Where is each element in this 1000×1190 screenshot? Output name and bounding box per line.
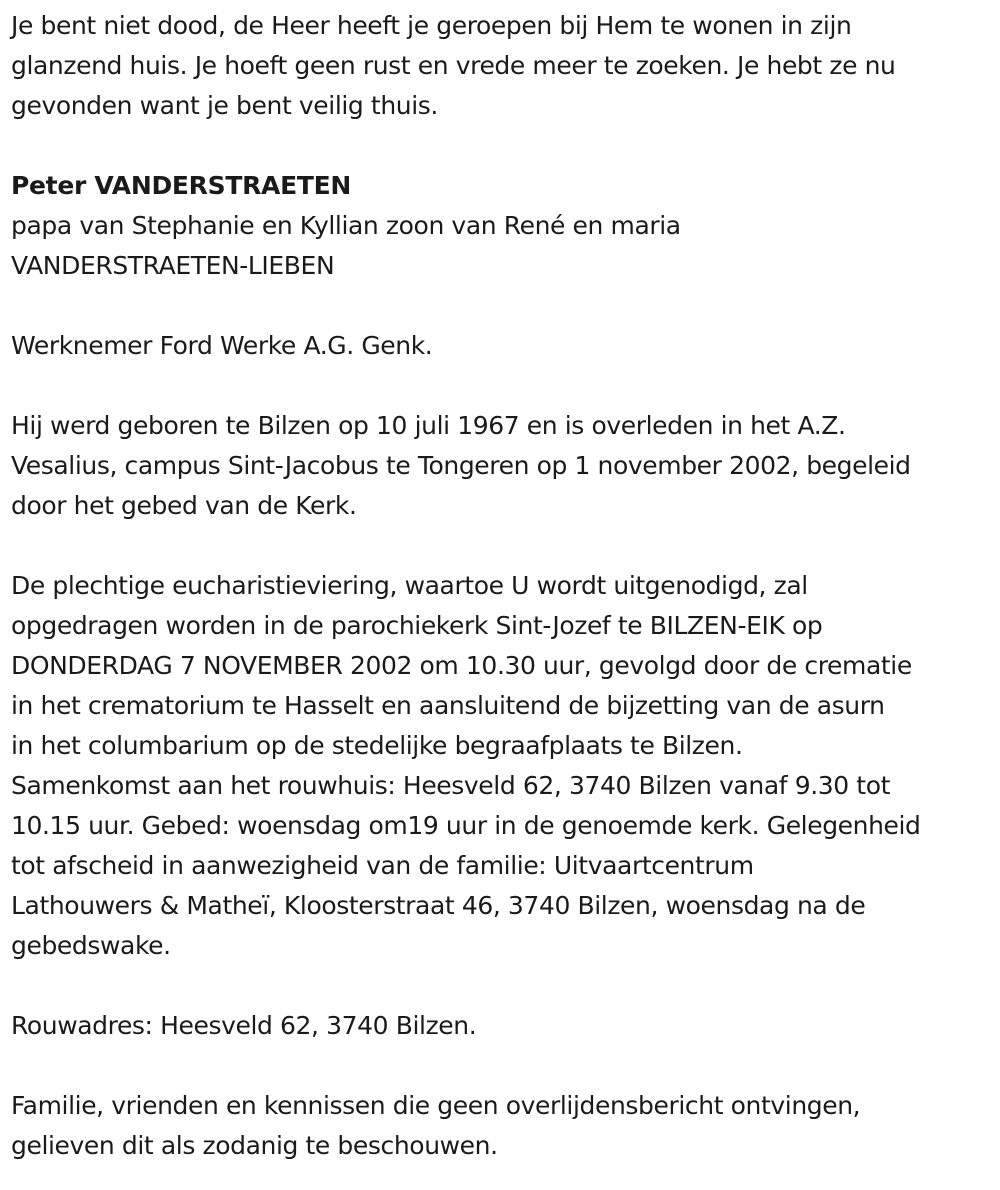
ceremony-line: DONDERDAG 7 NOVEMBER 2002 om 10.30 uur, gevolgd door de crematie	[11, 651, 912, 680]
ceremony-line: 10.15 uur. Gebed: woensdag om19 uur in de genoemde kerk. Gelegenheid	[11, 811, 921, 840]
spacer	[11, 966, 996, 1006]
spacer	[11, 1046, 996, 1086]
intro-poem	[11, 6, 996, 126]
ceremony-line: in het crematorium te Hasselt en aansluitend de bijzetting van de asurn	[11, 691, 885, 720]
ceremony-line: tot afscheid in aanwezigheid van de familie: Uitvaartcentrum	[11, 851, 754, 880]
spacer	[11, 286, 996, 326]
spacer	[11, 126, 996, 166]
family-relations	[11, 206, 996, 286]
mourning-address	[11, 1006, 996, 1046]
employment-line: Werknemer Ford Werke A.G. Genk.	[11, 331, 433, 360]
birth-death-line: Hij werd geboren te Bilzen op 10 juli 1967 en is overleden in het A.Z.	[11, 411, 846, 440]
intro-line: Je bent niet dood, de Heer heeft je geroepen bij Hem te wonen in zijn	[11, 11, 852, 40]
notice-line: gelieven dit als zodanig te beschouwen.	[11, 1131, 498, 1160]
ceremony-line: Lathouwers & Matheï, Kloosterstraat 46, 3740 Bilzen, woensdag na de	[11, 891, 866, 920]
ceremony-line: opgedragen worden in de parochiekerk Sint-Jozef te BILZEN-EIK op	[11, 611, 823, 640]
address-line: Rouwadres: Heesveld 62, 3740 Bilzen.	[11, 1011, 477, 1040]
birth-death-line: door het gebed van de Kerk.	[11, 491, 357, 520]
spacer	[11, 526, 996, 566]
obituary-document	[11, 6, 996, 1166]
family-line: papa van Stephanie en Kyllian zoon van René en maria	[11, 211, 681, 240]
ceremony-line: gebedswake.	[11, 931, 171, 960]
intro-line: glanzend huis. Je hoeft geen rust en vrede meer te zoeken. Je hebt ze nu	[11, 51, 896, 80]
employment	[11, 326, 996, 366]
ceremony-line: in het columbarium op de stedelijke begraafplaats te Bilzen.	[11, 731, 743, 760]
notice	[11, 1086, 996, 1166]
ceremony-line: Samenkomst aan het rouwhuis: Heesveld 62, 3740 Bilzen vanaf 9.30 tot	[11, 771, 891, 800]
family-line: VANDERSTRAETEN-LIEBEN	[11, 251, 335, 280]
notice-line: Familie, vrienden en kennissen die geen overlijdensbericht ontvingen,	[11, 1091, 861, 1120]
deceased-name: Peter VANDERSTRAETEN	[11, 171, 352, 200]
ceremony-details	[11, 566, 996, 966]
birth-death-details	[11, 406, 996, 526]
spacer	[11, 366, 996, 406]
intro-line: gevonden want je bent veilig thuis.	[11, 91, 438, 120]
ceremony-line: De plechtige eucharistieviering, waartoe U wordt uitgenodigd, zal	[11, 571, 808, 600]
birth-death-line: Vesalius, campus Sint-Jacobus te Tongeren op 1 november 2002, begeleid	[11, 451, 911, 480]
